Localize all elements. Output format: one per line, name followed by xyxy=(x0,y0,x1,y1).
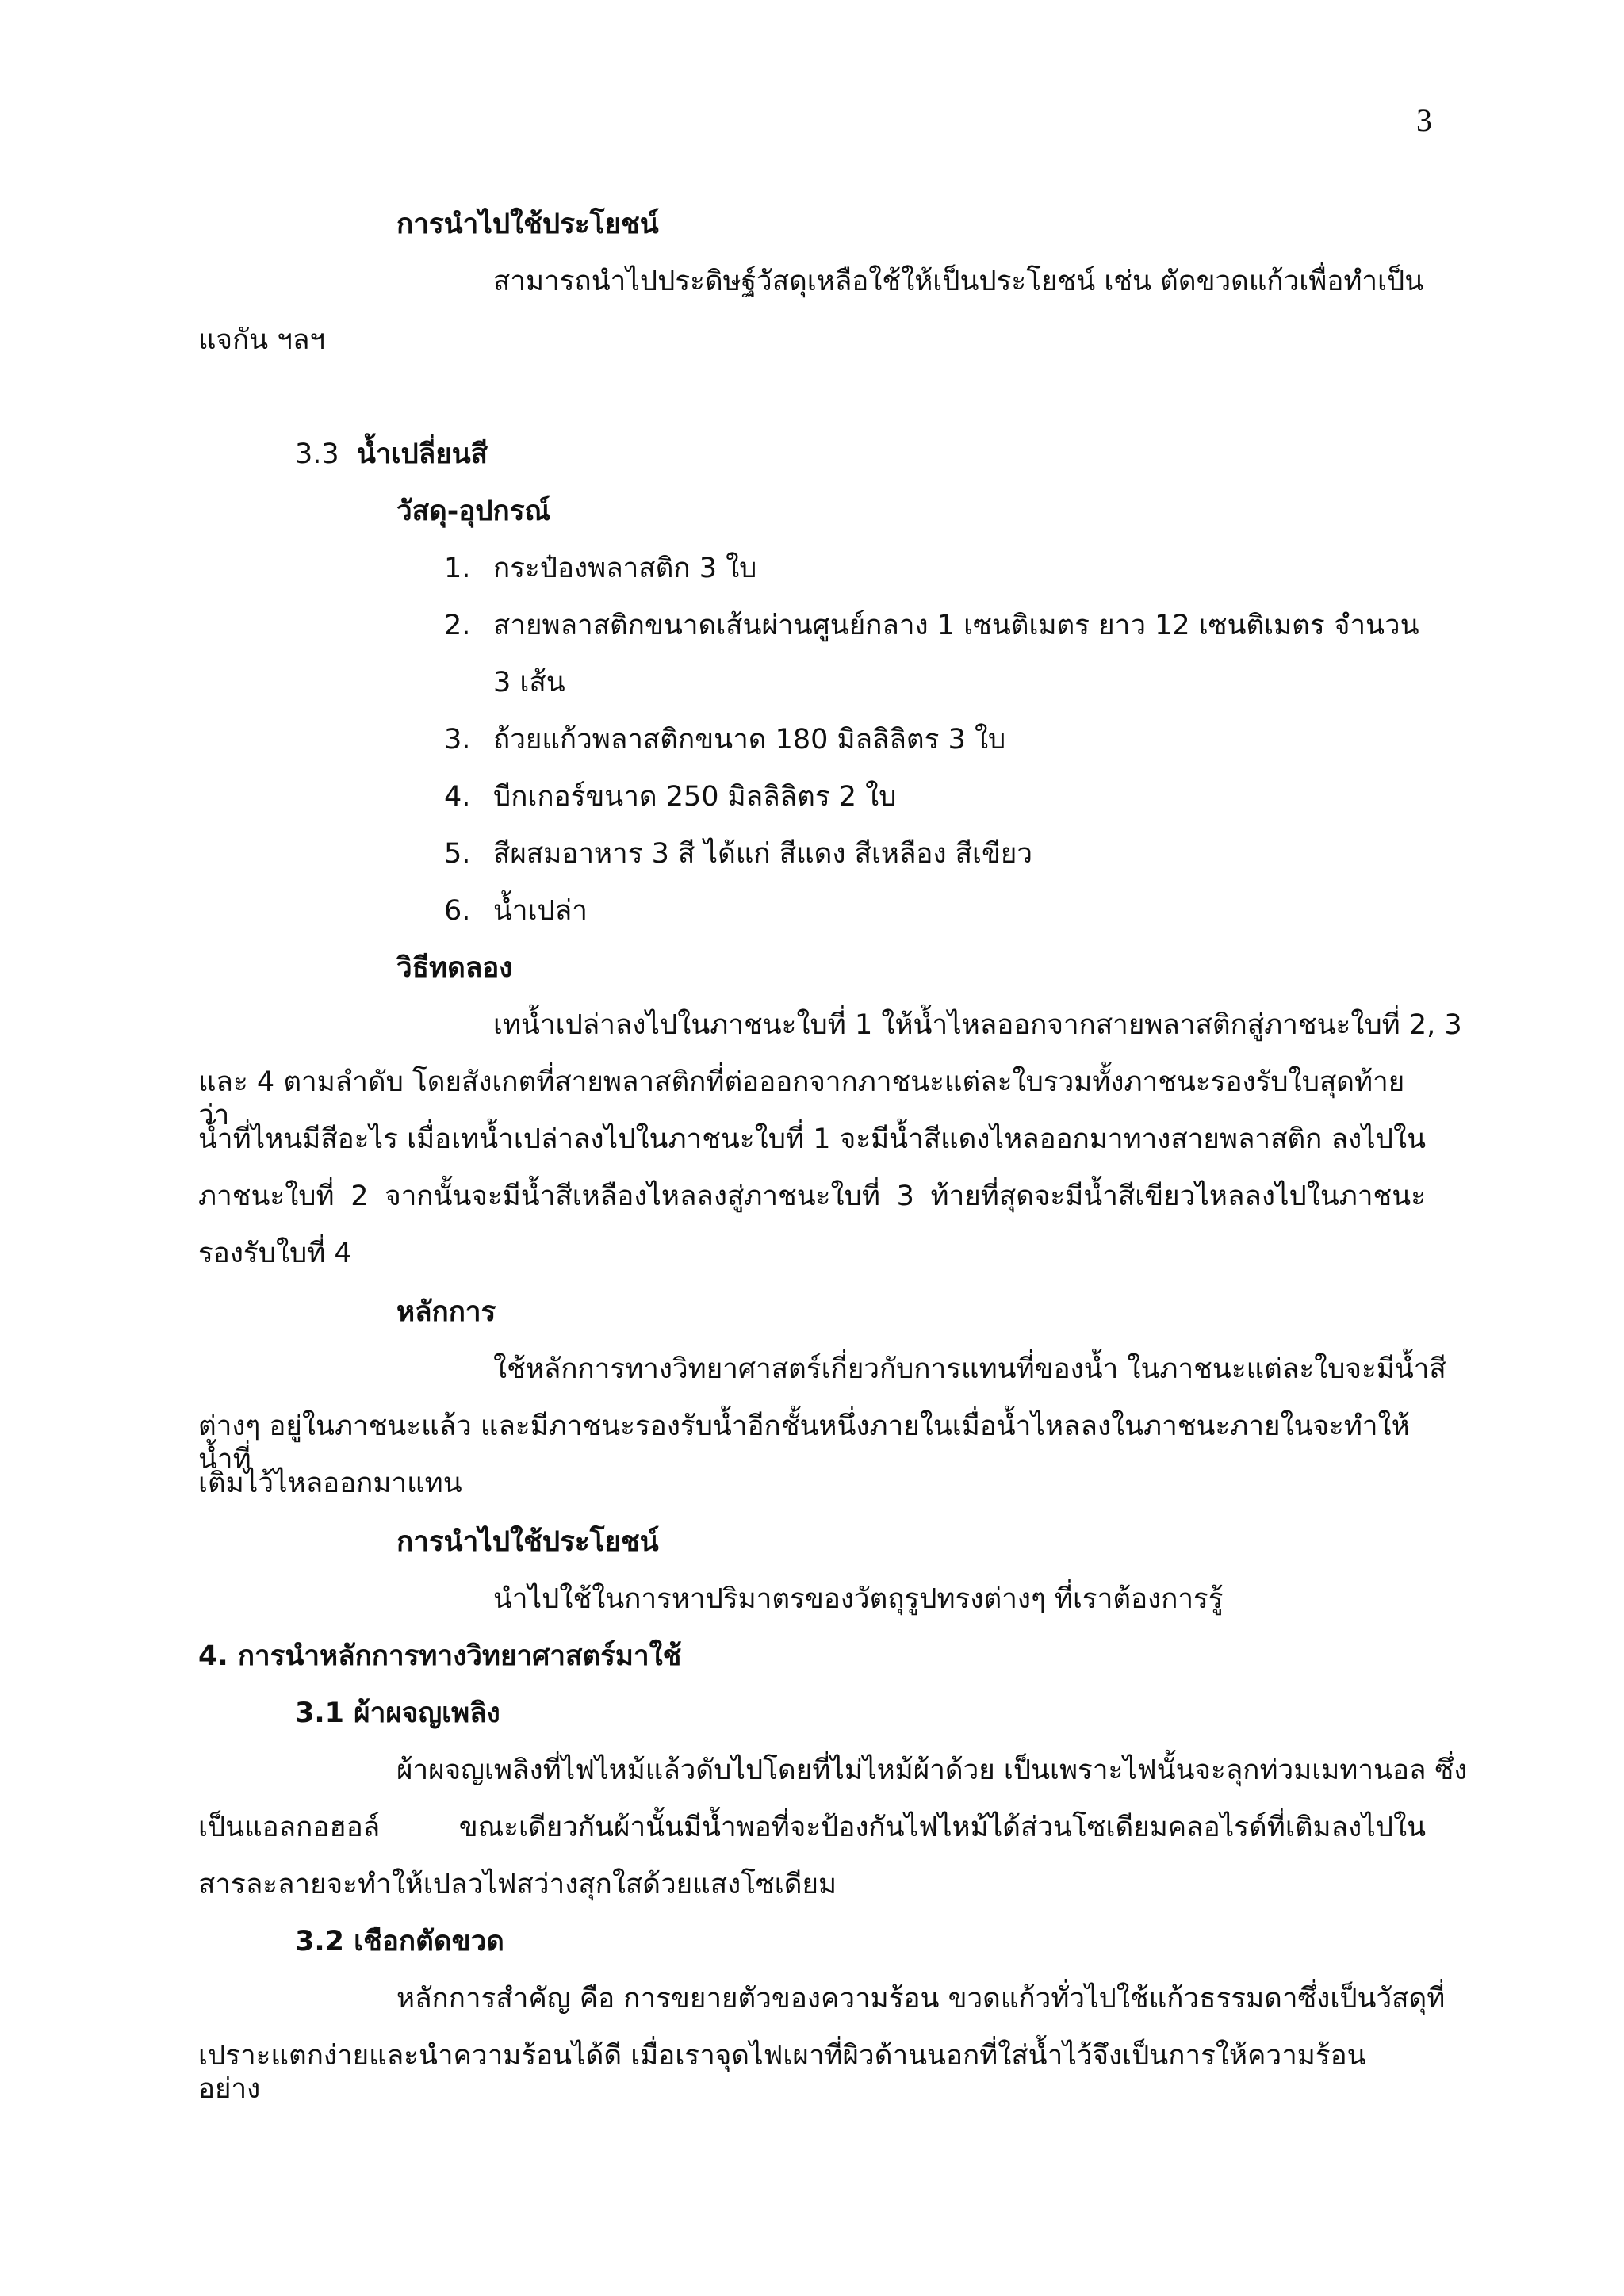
list-number: 2. xyxy=(444,610,471,641)
list-number: 3. xyxy=(444,724,471,756)
method-heading: วิธีทดลอง xyxy=(396,952,513,984)
bottle-cutting-line: หลักการสำคัญ คือ การขยายตัวของความร้อน ขวดแก้วทั่วไปใช้แก้วธรรมดาซึ่งเป็นวัสดุที่ xyxy=(396,1983,1446,2015)
subsection-heading-fire-cloth: 3.1 ผ้าผจญเพลิง xyxy=(295,1697,500,1729)
list-text: สายพลาสติกขนาดเส้นผ่านศูนย์กลาง 1 เซนติเมตร ยาว 12 เซนติเมตร จำนวน xyxy=(493,610,1419,641)
list-text: ถ้วยแก้วพลาสติกขนาด 180 มิลลิลิตร 3 ใบ xyxy=(493,724,1006,756)
list-text: กระป๋องพลาสติก 3 ใบ xyxy=(493,553,757,584)
method-line: เทน้ำเปล่าลงไปในภาชนะใบที่ 1 ให้น้ำไหลออกจากสายพลาสติกสู่ภาชนะใบที่ 2, 3 xyxy=(493,1009,1462,1041)
list-text: บีกเกอร์ขนาด 250 มิลลิลิตร 2 ใบ xyxy=(493,781,897,813)
usage-paragraph-line: แจกัน ฯลฯ xyxy=(198,324,326,356)
page-number: 3 xyxy=(1416,102,1432,138)
list-text: สีผสมอาหาร 3 สี ได้แก่ สีแดง สีเหลือง สีเขียว xyxy=(493,838,1033,870)
fire-cloth-line: สารละลายจะทำให้เปลวไฟสว่างสุกใสด้วยแสงโซเดียม xyxy=(198,1869,837,1900)
usage-heading-3-3: การนำไปใช้ประโยชน์ xyxy=(396,1526,659,1558)
list-text: น้ำเปล่า xyxy=(493,895,588,927)
list-number: 1. xyxy=(444,553,471,584)
method-line: ภาชนะใบที่ 2 จากนั้นจะมีน้ำสีเหลืองไหลลงสู่ภาชนะใบที่ 3 ท้ายที่สุดจะมีน้ำสีเขียวไหลลงไปในภาชนะ xyxy=(198,1181,1426,1212)
principle-line: เติมไว้ไหลออกมาแทน xyxy=(198,1468,462,1499)
principle-line: ใช้หลักการทางวิทยาศาสตร์เกี่ยวกับการแทนที่ของน้ำ ในภาชนะแต่ละใบจะมีน้ำสี xyxy=(493,1353,1446,1385)
fire-cloth-line: ผ้าผจญเพลิงที่ไฟไหม้แล้วดับไปโดยที่ไม่ไหม้ผ้าด้วย เป็นเพราะไฟนั้นจะลุกท่วมเมทานอล ซึ่ง xyxy=(396,1755,1468,1786)
list-number: 5. xyxy=(444,838,471,870)
section-number: 3.3 xyxy=(295,438,339,470)
bottle-cutting-line: เปราะแตกง่ายและนำความร้อนได้ดี เมื่อเราจุดไฟเผาที่ผิวด้านนอกที่ใส่น้ำไว้จึงเป็นการให้ความร้อนอย่าง xyxy=(198,2040,1366,2105)
fire-cloth-line: เป็นแอลกอฮอล์ ขณะเดียวกันผ้านั้นมีน้ำพอที่จะป้องกันไฟไหม้ได้ส่วนโซเดียมคลอไรด์ที่เติมลงไปใน xyxy=(198,1812,1426,1843)
principle-heading: หลักการ xyxy=(396,1296,496,1328)
usage-text: นำไปใช้ในการหาปริมาตรของวัตถุรูปทรงต่างๆ ที่เราต้องการรู้ xyxy=(493,1583,1224,1615)
usage-heading-3-2: การนำไปใช้ประโยชน์ xyxy=(396,209,659,240)
method-line: และ 4 ตามลำดับ โดยสังเกตที่สายพลาสติกที่ต่อออกจากภาชนะแต่ละใบรวมทั้งภาชนะรองรับใบสุดท้ายว่า xyxy=(198,1066,1405,1131)
materials-heading: วัสดุ-อุปกรณ์ xyxy=(396,496,550,527)
list-number: 4. xyxy=(444,781,471,813)
principle-line: ต่างๆ อยู่ในภาชนะแล้ว และมีภาชนะรองรับน้ำอีกชั้นหนึ่งภายในเมื่อน้ำไหลลงในภาชนะภายในจะทำให้น้ำที่ xyxy=(198,1410,1410,1475)
method-line: น้ำที่ไหนมีสีอะไร เมื่อเทน้ำเปล่าลงไปในภาชนะใบที่ 1 จะมีน้ำสีแดงไหลออกมาทางสายพลาสติก ลงไปใน xyxy=(198,1123,1426,1155)
section-4-heading: 4. การนำหลักการทางวิทยาศาสตร์มาใช้ xyxy=(198,1640,682,1672)
list-item-continuation: 3 เส้น xyxy=(493,667,565,698)
list-number: 6. xyxy=(444,895,471,927)
usage-paragraph-line: สามารถนำไปประดิษฐ์วัสดุเหลือใช้ให้เป็นประโยชน์ เช่น ตัดขวดแก้วเพื่อทำเป็น xyxy=(493,266,1424,297)
section-title: น้ำเปลี่ยนสี xyxy=(357,438,488,470)
method-line: รองรับใบที่ 4 xyxy=(198,1238,352,1269)
subsection-heading-bottle-cutting: 3.2 เชือกตัดขวด xyxy=(295,1926,504,1957)
